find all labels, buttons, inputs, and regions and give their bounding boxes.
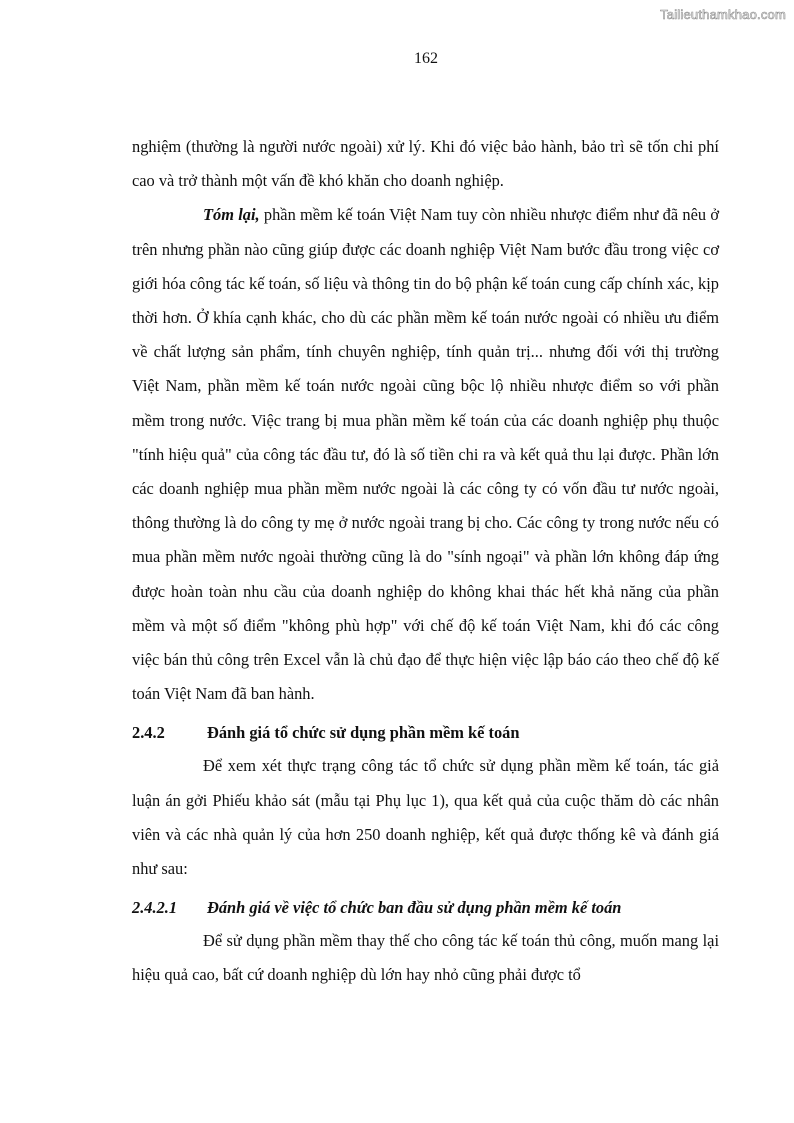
section-heading-2-4-2-1 [132,892,719,924]
page-number: 162 [414,50,438,67]
paragraph-survey: Để xem xét thực trạng công tác tổ chức sử dụng phần mềm kế toán, tác giả luận án gởi Phiếu khảo sát (mẫu tại Phụ lục 1), qua kết quả của cuộc thăm dò các nhân viên và các nhà quản lý của hơn 250 doanh nghiệp, kết quả được thống kê và đánh giá như sau: [132,756,719,879]
section-number: 2.4.2 [132,723,165,743]
section-heading-2-4-2 [132,717,719,749]
watermark-text: Tailieuthamkhao.com [660,7,786,22]
subsection-number: 2.4.2.1 [132,898,178,918]
summary-text: phần mềm kế toán Việt Nam tuy còn nhiều nhược điểm như đã nêu ở trên nhưng phần nào cũng giúp được các doanh nghiệp Việt Nam bước đầu trong việc cơ giới hóa công tác kế toán, số liệu và thông tin do bộ phận kế toán cung cấp chính xác, kịp thời hơn. Ở khía cạnh khác, cho dù các phần mềm kế toán nước ngoài có nhiều ưu điểm về chất lượng sản phẩm, tính chuyên nghiệp, tính quản trị... nhưng đối với thị trường Việt Nam, phần mềm kế toán nước ngoài cũng bộc lộ nhiều nhược điểm so với phần mềm trong nước. Việc trang bị mua phần mềm kế toán của các doanh nghiệp phụ thuộc "tính hiệu quả" của công tác đầu tư, đó là số tiền chi ra và kết quả thu lại được. Phần lớn các doanh nghiệp mua phần mềm nước ngoài là các công ty có vốn đầu tư nước ngoài, thông thường là do công ty mẹ ở nước ngoài trang bị cho. Các công ty trong nước nếu có mua phần mềm nước ngoài thường cũng là do "sính ngoại" và phần lớn không đáp ứng được hoàn toàn nhu cầu của doanh nghiệp do không khai thác hết khả năng của phần mềm và một số điểm "không phù hợp" với chế độ kế toán Việt Nam, khi đó các công việc bán thủ công trên Excel vẫn là chủ đạo để thực hiện việc lập báo cáo theo chế độ kế toán Việt Nam đã ban hành. [132,205,719,704]
subsection-title: Đánh giá về việc tổ chức ban đầu sử dụng phần mềm kế toán [207,898,622,918]
paragraph-continuation: nghiệm (thường là người nước ngoài) xử lý. Khi đó việc bảo hành, bảo trì sẽ tốn chi phí cao và trở thành một vấn đề khó khăn cho doanh nghiệp. [132,137,719,191]
document-body [132,130,719,993]
summary-lead: Tóm lại, [203,205,260,225]
section-title: Đánh giá tổ chức sử dụng phần mềm kế toán [207,723,520,743]
paragraph-initial-organization: Để sử dụng phần mềm thay thế cho công tác kế toán thủ công, muốn mang lại hiệu quả cao, bất cứ doanh nghiệp dù lớn hay nhỏ cũng phải được tổ [132,931,719,985]
paragraph-summary [132,198,719,711]
